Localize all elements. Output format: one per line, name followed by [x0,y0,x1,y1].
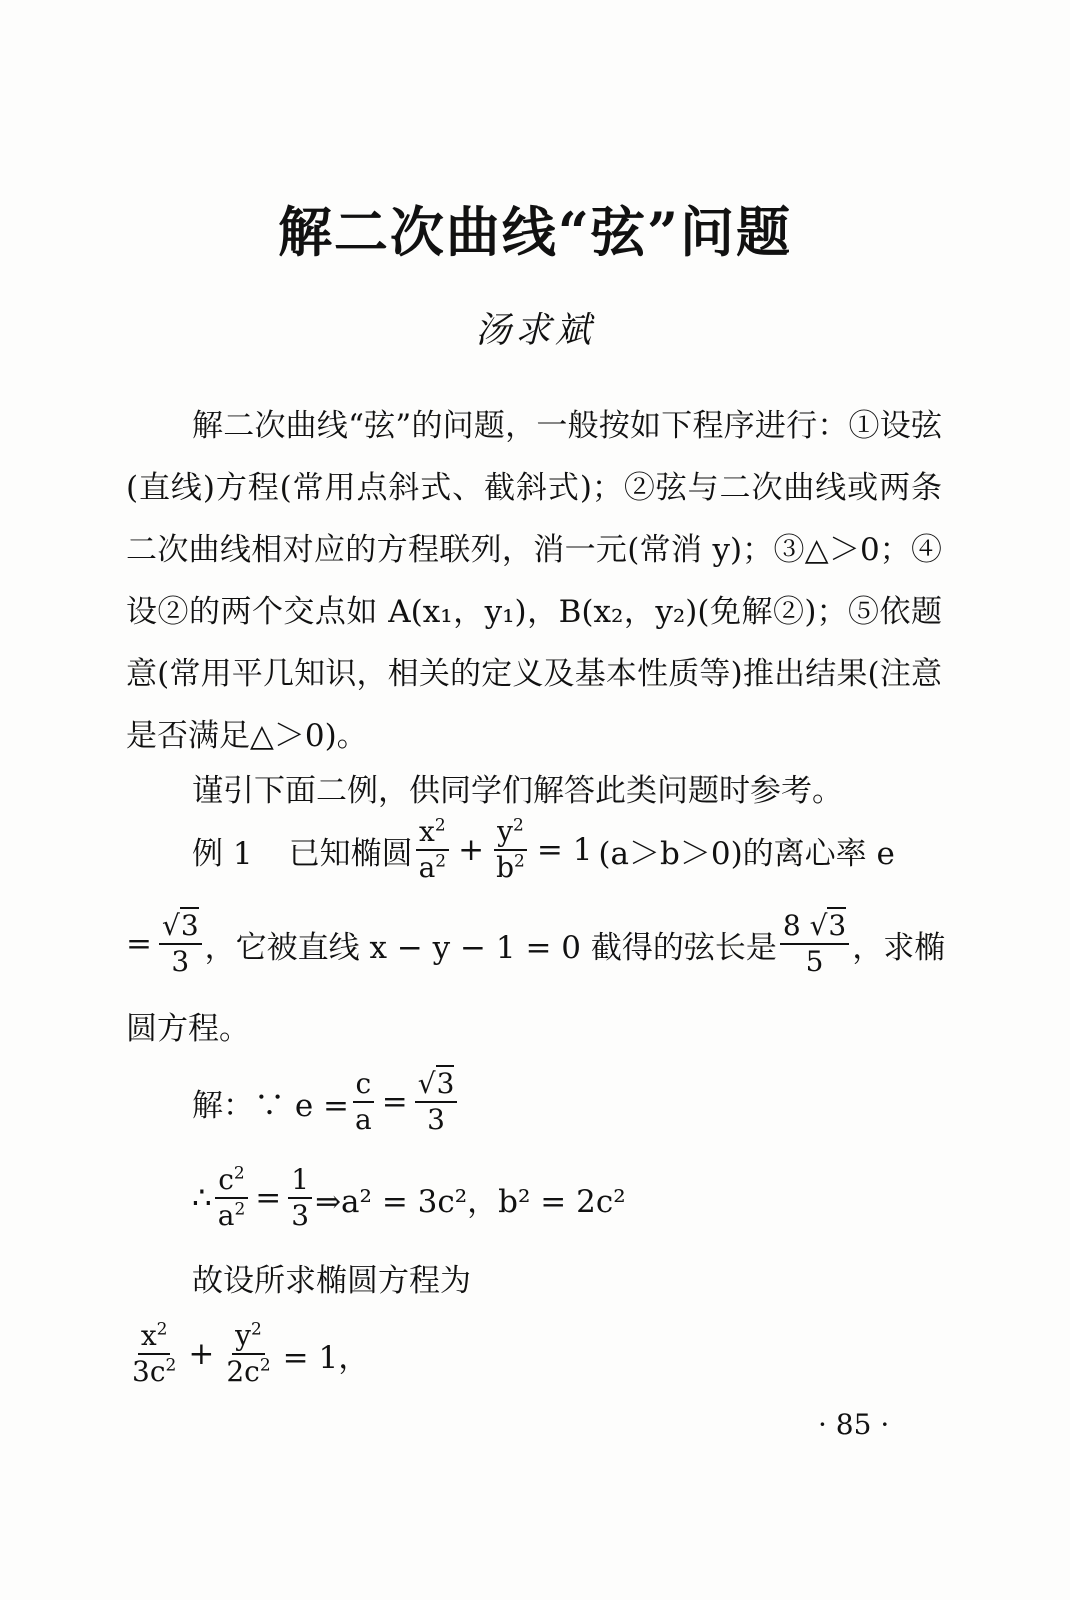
example-label: 例 1 [192,835,253,872]
solution-line2: ∴ $\frac{c^2}{a^2}$ = $\frac{1}{3}$ ⇒a² = 3c²，b² = 2c² [192,1163,626,1232]
solution-line1: 解：∵ e = $\frac{c}{a}$ = $\frac{√3}{3}$ [192,1070,460,1134]
second-paragraph: 谨引下面二例，供同学们解答此类问题时参考。 [192,773,843,809]
fraction-1-3: $\frac{1}{3}$ [288,1166,312,1230]
fraction-y2-b2: $\frac{y^2}{b^2}$ [496,815,525,884]
fraction-sqrt3-3-b: $\frac{√3}{3}$ [415,1070,458,1134]
fraction-8sqrt3-5: $\frac{8 √3}{5}$ [780,912,849,976]
solution-intro: 解：∵ e = [192,1087,350,1124]
example1-text-c: ，它被直线 x − y − 1 = 0 截得的弦长是 [204,929,777,966]
example1-line1: 例 1 已知椭圆 $\frac{x^2}{a^2}$ + $\frac{y^2}{b^2}$ = 1 (a＞b＞0)的离心率 e [192,815,895,884]
intro-paragraph: 解二次曲线“弦”的问题，一般按如下程序进行：①设弦(直线)方程(常用点斜式、截斜式)；②弦与二次曲线或两条二次曲线相对应的方程联列，消一元(常消 y)；③△＞0；④设②的两个交点如 A(x₁，y₁)，B(x₂，y₂)(免解②)；⑤依题意(常用平几知识，相关的定义及基本性质等)推出结果(注意是否满足△＞0)。 [126,408,942,754]
author-name: 汤求斌 [474,310,595,351]
solution-setup-text: 故设所求椭圆方程为 [192,1263,471,1299]
fraction-sqrt3-3: $\frac{√3}{3}$ [159,912,202,976]
example1-text-d: ，求椭 [852,929,946,966]
fraction-c2-a2: $\frac{c^2}{a^2}$ [215,1166,249,1230]
fraction-x2-3c2: $\frac{x^2}{3c^2}$ [132,1319,177,1388]
example1-line3: 圆方程。 [126,1011,250,1047]
fraction-y2-2c2: $\frac{y^2}{2c^2}$ [226,1319,271,1388]
equation-tail: = 1， [282,1339,370,1376]
page-number: · 85 · [818,1408,890,1441]
implies-text: ⇒a² = 3c²，b² = 2c² [315,1183,626,1220]
solution-equation: $\frac{x^2}{3c^2}$ + $\frac{y^2}{2c^2}$ = 1， [126,1322,369,1386]
article-title: 解二次曲线“弦”问题 [277,200,793,264]
example1-text-b: (a＞b＞0)的离心率 e [598,835,895,872]
therefore-symbol: ∴ [192,1180,212,1216]
example1-line2: = $\frac{√3}{3}$ ，它被直线 x − y − 1 = 0 截得的弦长是 $\frac{8 √3}{5}$ ，求椭 [126,909,946,978]
example1-text-a: 已知椭圆 [288,835,413,872]
fraction-x2-a2: $\frac{x^2}{a^2}$ [416,818,450,882]
fraction-c-a: $\frac{c}{a}$ [352,1070,375,1134]
